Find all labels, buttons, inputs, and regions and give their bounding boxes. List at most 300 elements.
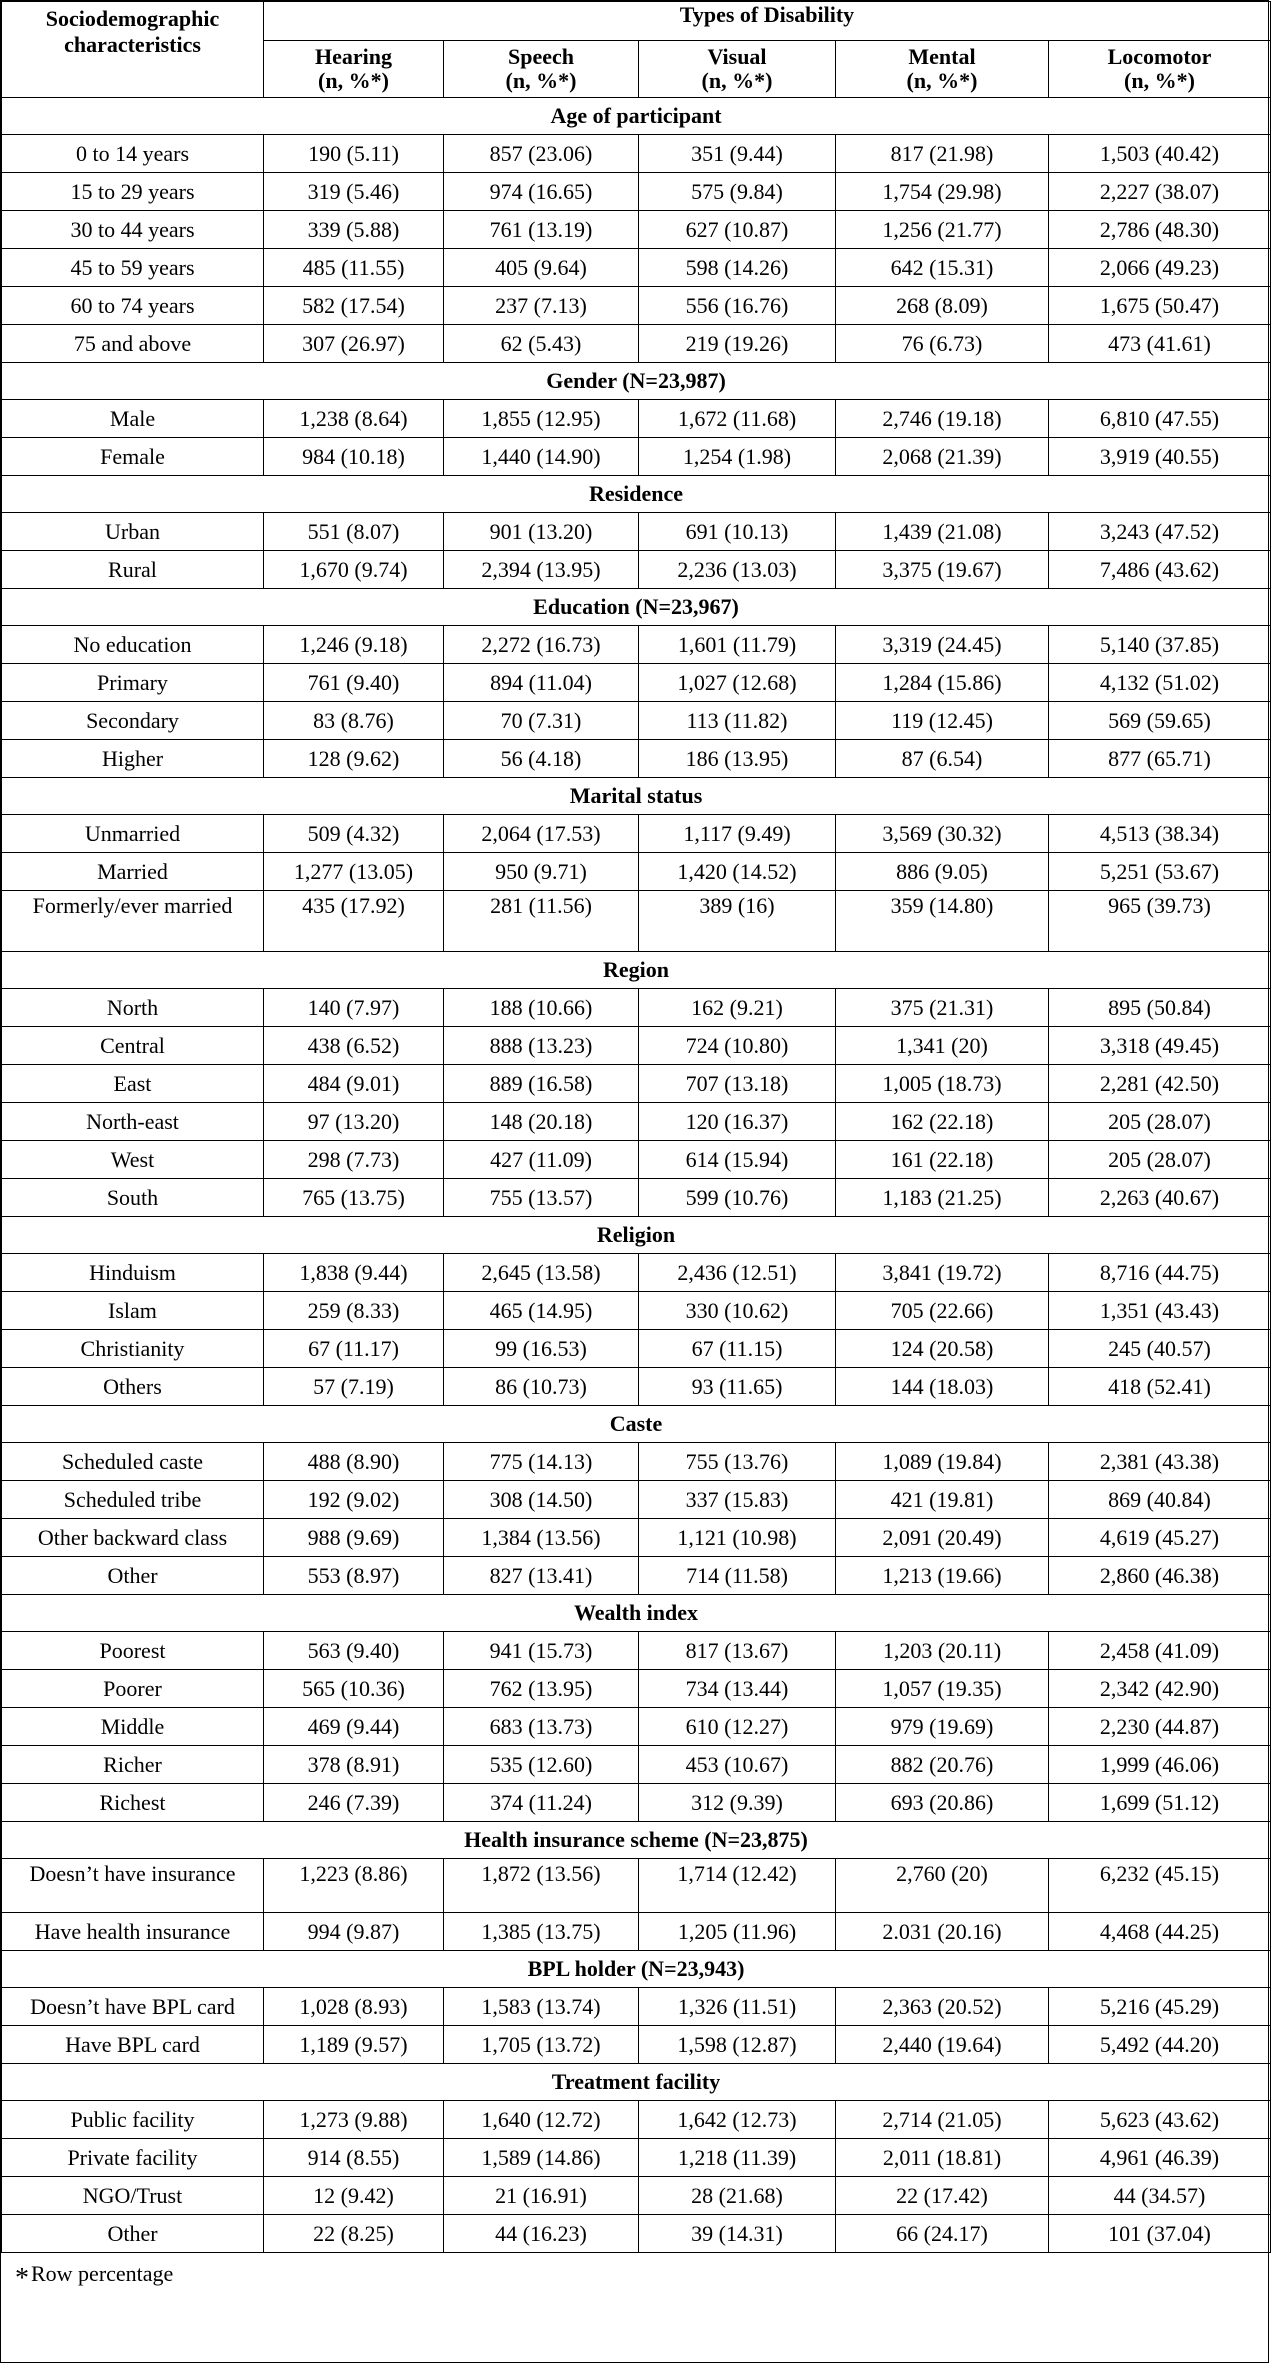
- table-cell: 705 (22.66): [836, 1292, 1049, 1330]
- table-cell: 148 (20.18): [444, 1103, 639, 1141]
- table-cell: 1,273 (9.88): [264, 2101, 444, 2139]
- table-cell: 3,318 (49.45): [1049, 1027, 1271, 1065]
- table-row: [2, 1708, 1271, 1746]
- table-cell: 21 (16.91): [444, 2177, 639, 2215]
- table-row: [2, 1913, 1271, 1951]
- table-cell: 1,351 (43.43): [1049, 1292, 1271, 1330]
- section-title: Caste: [2, 1406, 1271, 1443]
- table-cell: 2,236 (13.03): [639, 551, 836, 589]
- table-row: [2, 551, 1271, 589]
- section-title: Education (N=23,967): [2, 589, 1271, 626]
- table-cell: 1,601 (11.79): [639, 626, 836, 664]
- table-cell: 2,281 (42.50): [1049, 1065, 1271, 1103]
- section-header: [2, 98, 1271, 135]
- row-label: NGO/Trust: [2, 2177, 264, 2215]
- table-cell: 734 (13.44): [639, 1670, 836, 1708]
- row-label: Have BPL card: [2, 2026, 264, 2064]
- table-cell: 2,227 (38.07): [1049, 173, 1271, 211]
- table-cell: 1,057 (19.35): [836, 1670, 1049, 1708]
- table-cell: 351 (9.44): [639, 135, 836, 173]
- table-cell: 2,860 (46.38): [1049, 1557, 1271, 1595]
- footnote-text: Row percentage: [31, 2261, 174, 2286]
- table-row: [2, 1443, 1271, 1481]
- row-label: Central: [2, 1027, 264, 1065]
- table-cell: 120 (16.37): [639, 1103, 836, 1141]
- column-name: Mental: [908, 44, 976, 69]
- table-row: [2, 438, 1271, 476]
- table-cell: 1,117 (9.49): [639, 815, 836, 853]
- table-cell: 188 (10.66): [444, 989, 639, 1027]
- table-cell: 485 (11.55): [264, 249, 444, 287]
- row-label: Islam: [2, 1292, 264, 1330]
- table-cell: 1,440 (14.90): [444, 438, 639, 476]
- column-header: [264, 41, 444, 98]
- row-label: Richer: [2, 1746, 264, 1784]
- table-cell: 614 (15.94): [639, 1141, 836, 1179]
- table-cell: 190 (5.11): [264, 135, 444, 173]
- row-label: Others: [2, 1368, 264, 1406]
- section-header: [2, 2064, 1271, 2101]
- table-cell: 707 (13.18): [639, 1065, 836, 1103]
- table-cell: 1,642 (12.73): [639, 2101, 836, 2139]
- table-cell: 119 (12.45): [836, 702, 1049, 740]
- table-cell: 144 (18.03): [836, 1368, 1049, 1406]
- row-label: Richest: [2, 1784, 264, 1822]
- section-title: Marital status: [2, 778, 1271, 815]
- table-cell: 563 (9.40): [264, 1632, 444, 1670]
- table-cell: 1,714 (12.42): [639, 1859, 836, 1913]
- table-cell: 7,486 (43.62): [1049, 551, 1271, 589]
- table-cell: 3,375 (19.67): [836, 551, 1049, 589]
- table-row: [2, 2177, 1271, 2215]
- section-title: Age of participant: [2, 98, 1271, 135]
- table-cell: 1,420 (14.52): [639, 853, 836, 891]
- table-row: [2, 1670, 1271, 1708]
- table-cell: 2,064 (17.53): [444, 815, 639, 853]
- table-row: [2, 1141, 1271, 1179]
- column-header: [444, 41, 639, 98]
- row-label: Middle: [2, 1708, 264, 1746]
- table-cell: 984 (10.18): [264, 438, 444, 476]
- table-cell: 1,246 (9.18): [264, 626, 444, 664]
- row-label: North-east: [2, 1103, 264, 1141]
- table-cell: 1,223 (8.86): [264, 1859, 444, 1913]
- table-row: [2, 626, 1271, 664]
- row-label: Other: [2, 1557, 264, 1595]
- row-label: Other backward class: [2, 1519, 264, 1557]
- table-cell: 22 (8.25): [264, 2215, 444, 2253]
- table-cell: 5,216 (45.29): [1049, 1988, 1271, 2026]
- table-cell: 418 (52.41): [1049, 1368, 1271, 1406]
- table-row: [2, 1027, 1271, 1065]
- table-cell: 761 (13.19): [444, 211, 639, 249]
- table-cell: 1,203 (20.11): [836, 1632, 1049, 1670]
- table-cell: 1,027 (12.68): [639, 664, 836, 702]
- row-label: Formerly/ever married: [2, 891, 264, 952]
- table-row: [2, 1254, 1271, 1292]
- table-cell: 473 (41.61): [1049, 325, 1271, 363]
- table-cell: 87 (6.54): [836, 740, 1049, 778]
- disability-table: [1, 1, 1271, 2253]
- table-cell: 551 (8.07): [264, 513, 444, 551]
- table-cell: 827 (13.41): [444, 1557, 639, 1595]
- table-cell: 337 (15.83): [639, 1481, 836, 1519]
- row-label: Male: [2, 400, 264, 438]
- row-label: Christianity: [2, 1330, 264, 1368]
- table-cell: 389 (16): [639, 891, 836, 952]
- section-header: [2, 778, 1271, 815]
- table-cell: 2,230 (44.87): [1049, 1708, 1271, 1746]
- table-cell: 2,011 (18.81): [836, 2139, 1049, 2177]
- table-row: [2, 1557, 1271, 1595]
- table-cell: 1,640 (12.72): [444, 2101, 639, 2139]
- table-cell: 3,243 (47.52): [1049, 513, 1271, 551]
- row-label: Poorer: [2, 1670, 264, 1708]
- section-title: Region: [2, 952, 1271, 989]
- row-label: Scheduled tribe: [2, 1481, 264, 1519]
- section-header: [2, 1951, 1271, 1988]
- row-label: Female: [2, 438, 264, 476]
- table-cell: 979 (19.69): [836, 1708, 1049, 1746]
- table-cell: 421 (19.81): [836, 1481, 1049, 1519]
- table-cell: 438 (6.52): [264, 1027, 444, 1065]
- row-label: Primary: [2, 664, 264, 702]
- column-unit: (n, %*): [505, 68, 577, 93]
- table-cell: 101 (37.04): [1049, 2215, 1271, 2253]
- table-cell: 113 (11.82): [639, 702, 836, 740]
- table-cell: 76 (6.73): [836, 325, 1049, 363]
- section-title: Treatment facility: [2, 2064, 1271, 2101]
- table-cell: 974 (16.65): [444, 173, 639, 211]
- column-unit: (n, %*): [318, 68, 389, 93]
- table-row: [2, 1784, 1271, 1822]
- table-row: [2, 173, 1271, 211]
- table-cell: 1,439 (21.08): [836, 513, 1049, 551]
- table-cell: 281 (11.56): [444, 891, 639, 952]
- section-header: [2, 363, 1271, 400]
- row-label: 15 to 29 years: [2, 173, 264, 211]
- table-cell: 901 (13.20): [444, 513, 639, 551]
- table-cell: 877 (65.71): [1049, 740, 1271, 778]
- section-header: [2, 1217, 1271, 1254]
- column-name: Visual: [707, 44, 767, 69]
- table-row: [2, 211, 1271, 249]
- table-cell: 453 (10.67): [639, 1746, 836, 1784]
- table-cell: 598 (14.26): [639, 249, 836, 287]
- column-header: [836, 41, 1049, 98]
- table-row: [2, 740, 1271, 778]
- table-cell: 2,458 (41.09): [1049, 1632, 1271, 1670]
- table-cell: 66 (24.17): [836, 2215, 1049, 2253]
- table-cell: 6,810 (47.55): [1049, 400, 1271, 438]
- table-cell: 569 (59.65): [1049, 702, 1271, 740]
- table-row: [2, 513, 1271, 551]
- section-header: [2, 1595, 1271, 1632]
- table-cell: 761 (9.40): [264, 664, 444, 702]
- table-cell: 565 (10.36): [264, 1670, 444, 1708]
- section-header: [2, 589, 1271, 626]
- table-row: [2, 2026, 1271, 2064]
- table-cell: 1,589 (14.86): [444, 2139, 639, 2177]
- table-cell: 28 (21.68): [639, 2177, 836, 2215]
- table-cell: 1,005 (18.73): [836, 1065, 1049, 1103]
- section-header: [2, 1406, 1271, 1443]
- table-cell: 994 (9.87): [264, 1913, 444, 1951]
- table-cell: 869 (40.84): [1049, 1481, 1271, 1519]
- column-name: Locomotor: [1107, 44, 1212, 69]
- table-cell: 1,855 (12.95): [444, 400, 639, 438]
- table-cell: 2,381 (43.38): [1049, 1443, 1271, 1481]
- table-cell: 2,263 (40.67): [1049, 1179, 1271, 1217]
- table-cell: 339 (5.88): [264, 211, 444, 249]
- table-cell: 2,066 (49.23): [1049, 249, 1271, 287]
- table-row: [2, 989, 1271, 1027]
- table-cell: 469 (9.44): [264, 1708, 444, 1746]
- table-cell: 5,140 (37.85): [1049, 626, 1271, 664]
- row-label: South: [2, 1179, 264, 1217]
- table-row: [2, 1859, 1271, 1913]
- table-row: [2, 1481, 1271, 1519]
- table-row: [2, 1179, 1271, 1217]
- table-cell: 2,068 (21.39): [836, 438, 1049, 476]
- table-cell: 894 (11.04): [444, 664, 639, 702]
- table-row: [2, 853, 1271, 891]
- table-cell: 319 (5.46): [264, 173, 444, 211]
- footnote: [1, 2253, 1268, 2295]
- table-cell: 1,189 (9.57): [264, 2026, 444, 2064]
- table-cell: 259 (8.33): [264, 1292, 444, 1330]
- table-cell: 1,385 (13.75): [444, 1913, 639, 1951]
- table-cell: 1,121 (10.98): [639, 1519, 836, 1557]
- row-label: Public facility: [2, 2101, 264, 2139]
- row-label: North: [2, 989, 264, 1027]
- table-cell: 642 (15.31): [836, 249, 1049, 287]
- table-cell: 4,513 (38.34): [1049, 815, 1271, 853]
- table-cell: 2,645 (13.58): [444, 1254, 639, 1292]
- table-cell: 1,754 (29.98): [836, 173, 1049, 211]
- table-cell: 2.031 (20.16): [836, 1913, 1049, 1951]
- table-cell: 1,598 (12.87): [639, 2026, 836, 2064]
- table-cell: 57 (7.19): [264, 1368, 444, 1406]
- table-cell: 2,342 (42.90): [1049, 1670, 1271, 1708]
- table-cell: 128 (9.62): [264, 740, 444, 778]
- table-row: [2, 1632, 1271, 1670]
- table-cell: 4,961 (46.39): [1049, 2139, 1271, 2177]
- table-row: [2, 1368, 1271, 1406]
- table-cell: 3,569 (30.32): [836, 815, 1049, 853]
- table-cell: 888 (13.23): [444, 1027, 639, 1065]
- table-cell: 1,670 (9.74): [264, 551, 444, 589]
- table-cell: 375 (21.31): [836, 989, 1049, 1027]
- table-cell: 817 (21.98): [836, 135, 1049, 173]
- table-cell: 1,183 (21.25): [836, 1179, 1049, 1217]
- table-cell: 693 (20.86): [836, 1784, 1049, 1822]
- table-cell: 268 (8.09): [836, 287, 1049, 325]
- section-title: Gender (N=23,987): [2, 363, 1271, 400]
- table-cell: 1,238 (8.64): [264, 400, 444, 438]
- table-cell: 1,254 (1.98): [639, 438, 836, 476]
- table-cell: 374 (11.24): [444, 1784, 639, 1822]
- table-cell: 1,384 (13.56): [444, 1519, 639, 1557]
- table-row: [2, 891, 1271, 952]
- row-label: Hinduism: [2, 1254, 264, 1292]
- table-row: [2, 1330, 1271, 1368]
- row-label: Urban: [2, 513, 264, 551]
- table-cell: 465 (14.95): [444, 1292, 639, 1330]
- table-cell: 724 (10.80): [639, 1027, 836, 1065]
- table-cell: 245 (40.57): [1049, 1330, 1271, 1368]
- table-cell: 1,326 (11.51): [639, 1988, 836, 2026]
- table-cell: 714 (11.58): [639, 1557, 836, 1595]
- section-header: [2, 476, 1271, 513]
- table-row: [2, 815, 1271, 853]
- table-cell: 509 (4.32): [264, 815, 444, 853]
- table-cell: 582 (17.54): [264, 287, 444, 325]
- table-cell: 219 (19.26): [639, 325, 836, 363]
- table-cell: 405 (9.64): [444, 249, 639, 287]
- table-cell: 2,272 (16.73): [444, 626, 639, 664]
- section-title: Wealth index: [2, 1595, 1271, 1632]
- table-cell: 56 (4.18): [444, 740, 639, 778]
- table-cell: 5,251 (53.67): [1049, 853, 1271, 891]
- row-label: 75 and above: [2, 325, 264, 363]
- table-row: [2, 400, 1271, 438]
- table-cell: 435 (17.92): [264, 891, 444, 952]
- table-cell: 1,503 (40.42): [1049, 135, 1271, 173]
- table-row: [2, 1292, 1271, 1330]
- column-header: [1049, 41, 1271, 98]
- table-cell: 359 (14.80): [836, 891, 1049, 952]
- table-cell: 1,699 (51.12): [1049, 1784, 1271, 1822]
- table-cell: 1,256 (21.77): [836, 211, 1049, 249]
- table-cell: 378 (8.91): [264, 1746, 444, 1784]
- table-cell: 67 (11.17): [264, 1330, 444, 1368]
- table-cell: 192 (9.02): [264, 1481, 444, 1519]
- table-cell: 965 (39.73): [1049, 891, 1271, 952]
- row-label: 45 to 59 years: [2, 249, 264, 287]
- table-row: [2, 249, 1271, 287]
- table-cell: 97 (13.20): [264, 1103, 444, 1141]
- table-row: [2, 1519, 1271, 1557]
- table-cell: 553 (8.97): [264, 1557, 444, 1595]
- table-cell: 4,619 (45.27): [1049, 1519, 1271, 1557]
- table-cell: 1,675 (50.47): [1049, 287, 1271, 325]
- table-cell: 1,218 (11.39): [639, 2139, 836, 2177]
- table-cell: 1,341 (20): [836, 1027, 1049, 1065]
- row-label: Poorest: [2, 1632, 264, 1670]
- table-cell: 307 (26.97): [264, 325, 444, 363]
- column-unit: (n, %*): [906, 68, 978, 93]
- table-cell: 627 (10.87): [639, 211, 836, 249]
- row-label: Secondary: [2, 702, 264, 740]
- table-row: [2, 2101, 1271, 2139]
- column-name: Hearing: [315, 44, 392, 69]
- row-label: East: [2, 1065, 264, 1103]
- section-title: BPL holder (N=23,943): [2, 1951, 1271, 1988]
- table-cell: 988 (9.69): [264, 1519, 444, 1557]
- table-cell: 762 (13.95): [444, 1670, 639, 1708]
- table-cell: 599 (10.76): [639, 1179, 836, 1217]
- table-cell: 1,277 (13.05): [264, 853, 444, 891]
- table-cell: 12 (9.42): [264, 2177, 444, 2215]
- table-cell: 62 (5.43): [444, 325, 639, 363]
- section-header: [2, 952, 1271, 989]
- table-cell: 4,468 (44.25): [1049, 1913, 1271, 1951]
- table-cell: 2,440 (19.64): [836, 2026, 1049, 2064]
- table-row: [2, 135, 1271, 173]
- table-cell: 93 (11.65): [639, 1368, 836, 1406]
- row-label: Doesn’t have insurance: [2, 1859, 264, 1913]
- table-cell: 99 (16.53): [444, 1330, 639, 1368]
- table-cell: 427 (11.09): [444, 1141, 639, 1179]
- table-cell: 683 (13.73): [444, 1708, 639, 1746]
- table-row: [2, 2215, 1271, 2253]
- table-cell: 44 (34.57): [1049, 2177, 1271, 2215]
- table-cell: 6,232 (45.15): [1049, 1859, 1271, 1913]
- table-cell: 312 (9.39): [639, 1784, 836, 1822]
- table-header: [2, 2, 1271, 98]
- table-cell: 246 (7.39): [264, 1784, 444, 1822]
- table-cell: 67 (11.15): [639, 1330, 836, 1368]
- row-label: Have health insurance: [2, 1913, 264, 1951]
- table-cell: 1,583 (13.74): [444, 1988, 639, 2026]
- table-cell: 237 (7.13): [444, 287, 639, 325]
- table-cell: 886 (9.05): [836, 853, 1049, 891]
- table-cell: 1,089 (19.84): [836, 1443, 1049, 1481]
- column-unit: (n, %*): [1124, 68, 1195, 93]
- table-cell: 39 (14.31): [639, 2215, 836, 2253]
- table-cell: 124 (20.58): [836, 1330, 1049, 1368]
- table-cell: 488 (8.90): [264, 1443, 444, 1481]
- table-cell: 765 (13.75): [264, 1179, 444, 1217]
- table-cell: 83 (8.76): [264, 702, 444, 740]
- table-cell: 2,363 (20.52): [836, 1988, 1049, 2026]
- table-cell: 86 (10.73): [444, 1368, 639, 1406]
- table-cell: 755 (13.76): [639, 1443, 836, 1481]
- header-group: Types of Disability: [264, 2, 1271, 41]
- row-label: 0 to 14 years: [2, 135, 264, 173]
- table-row: [2, 2139, 1271, 2177]
- table-cell: 3,319 (24.45): [836, 626, 1049, 664]
- column-unit: (n, %*): [701, 68, 773, 93]
- table-cell: 308 (14.50): [444, 1481, 639, 1519]
- table-cell: 755 (13.57): [444, 1179, 639, 1217]
- table-cell: 70 (7.31): [444, 702, 639, 740]
- table-cell: 162 (9.21): [639, 989, 836, 1027]
- row-label: Scheduled caste: [2, 1443, 264, 1481]
- table-cell: 2,786 (48.30): [1049, 211, 1271, 249]
- column-name: Speech: [508, 44, 574, 69]
- table-cell: 882 (20.76): [836, 1746, 1049, 1784]
- table-cell: 857 (23.06): [444, 135, 639, 173]
- table-cell: 2,714 (21.05): [836, 2101, 1049, 2139]
- section-title: Residence: [2, 476, 1271, 513]
- row-label: Private facility: [2, 2139, 264, 2177]
- table-row: [2, 287, 1271, 325]
- row-label: Higher: [2, 740, 264, 778]
- row-label: Married: [2, 853, 264, 891]
- table-cell: 895 (50.84): [1049, 989, 1271, 1027]
- table-cell: 1,205 (11.96): [639, 1913, 836, 1951]
- table-cell: 535 (12.60): [444, 1746, 639, 1784]
- row-label: No education: [2, 626, 264, 664]
- table-cell: 2,436 (12.51): [639, 1254, 836, 1292]
- table-cell: 205 (28.07): [1049, 1103, 1271, 1141]
- table-cell: 556 (16.76): [639, 287, 836, 325]
- table-row: [2, 1103, 1271, 1141]
- section-header: [2, 1822, 1271, 1859]
- table-cell: 330 (10.62): [639, 1292, 836, 1330]
